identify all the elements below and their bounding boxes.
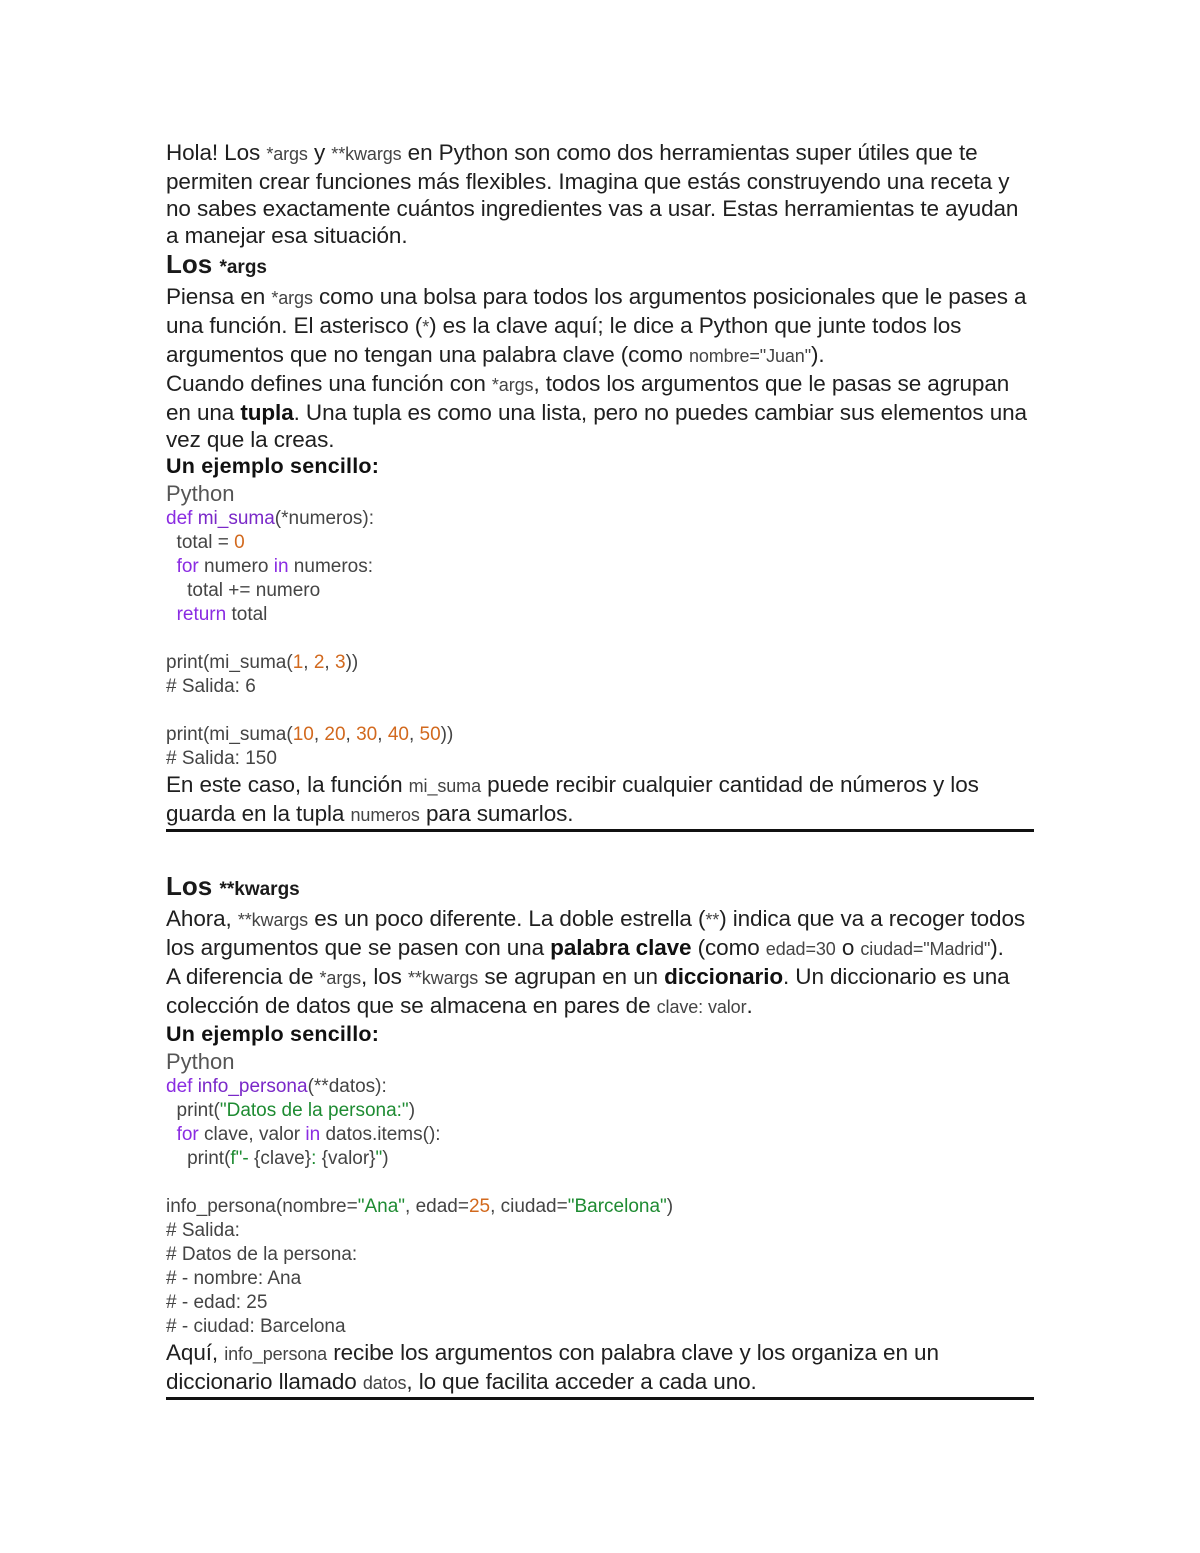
bold-term: diccionario: [664, 964, 783, 989]
kwargs-heading: Los **kwargs: [166, 871, 300, 901]
args-closing-paragraph: En este caso, la función mi_suma puede recibir cualquier cantidad de números y los guarda en la tupla numeros para sumarlos.: [166, 772, 979, 826]
kwargs-code-block: def info_persona(**datos): print("Datos de la persona:") for clave, valor in datos.items(): print(f"- {clave}: {valor}") info_persona(nombre="Ana", edad=25, ciudad="Barcelona") # Salida: # Datos de la persona: # - nombre: Ana # - edad: 25 # - ciudad: Barcelona: [166, 1076, 674, 1337]
inline-code: **: [705, 910, 720, 930]
intro-paragraph: Hola! Los *args y **kwargs en Python son como dos herramientas super útiles que te permiten crear funciones más flexibles. Imagina que estás construyendo una receta y no sabes exactamente cuántos ingredientes vas a usar. Estas herramientas te ayudan a manejar esa situación.: [166, 140, 1019, 248]
inline-code: nombre="Juan": [688, 346, 812, 366]
args-paragraph-1: Piensa en *args como una bolsa para todos los argumentos posicionales que le pases a una función. El asterisco (*) es la clave aquí; le dice a Python que junte todos los argumentos que no tengan una palabra clave (como nombre="Juan").: [166, 284, 1027, 367]
kwargs-closing-paragraph: Aquí, info_persona recibe los argumentos con palabra clave y los organiza en un diccionario llamado datos, lo que facilita acceder a cada uno.: [166, 1340, 939, 1394]
kwargs-paragraph-1: Ahora, **kwargs es un poco diferente. La doble estrella (**) indica que va a recoger todos los argumentos que se pasen con una palabra clave (como edad=30 o ciudad="Madrid").: [166, 906, 1026, 960]
args-paragraph-2: Cuando defines una función con *args, todos los argumentos que le pasas se agrupan en una tupla. Una tupla es como una lista, pero no puedes cambiar sus elementos una vez que la creas.: [166, 371, 1027, 452]
inline-code: info_persona: [224, 1344, 328, 1364]
inline-code: *args: [271, 288, 313, 308]
inline-code: numeros: [350, 805, 420, 825]
inline-code: mi_suma: [408, 776, 481, 796]
inline-code: *args: [266, 144, 308, 164]
section-divider: [166, 1397, 1034, 1400]
kwargs-code-language-label: Python: [166, 1049, 235, 1074]
inline-code: **kwargs: [407, 968, 479, 988]
inline-code: *args: [319, 968, 362, 988]
document-body: [166, 139, 1034, 1400]
bold-term: tupla: [240, 400, 294, 425]
inline-code: **kwargs: [237, 910, 309, 930]
inline-code: ciudad="Madrid": [860, 939, 991, 959]
inline-code: clave: valor: [656, 997, 747, 1017]
kwargs-paragraph-2: A diferencia de *args, los **kwargs se agrupan en un diccionario. Un diccionario es una colección de datos que se almacena en pares de clave: valor.: [166, 964, 1010, 1018]
args-code-language-label: Python: [166, 481, 235, 506]
args-code-block: def mi_suma(*numeros): total = 0 for numero in numeros: total += numero return total print(mi_suma(1, 2, 3)) # Salida: 6 print(mi_suma(10, 20, 30, 40, 50)) # Salida: 150: [166, 508, 454, 769]
args-heading: Los *args: [166, 249, 267, 279]
bold-term: palabra clave: [550, 935, 692, 960]
inline-code: **kwargs: [331, 144, 402, 164]
inline-code: *args: [491, 375, 534, 395]
inline-code: edad=30: [765, 939, 836, 959]
args-example-heading: Un ejemplo sencillo:: [166, 454, 380, 478]
inline-code: datos: [362, 1373, 407, 1393]
inline-code: *: [422, 317, 430, 337]
kwargs-example-heading: Un ejemplo sencillo:: [166, 1022, 380, 1046]
